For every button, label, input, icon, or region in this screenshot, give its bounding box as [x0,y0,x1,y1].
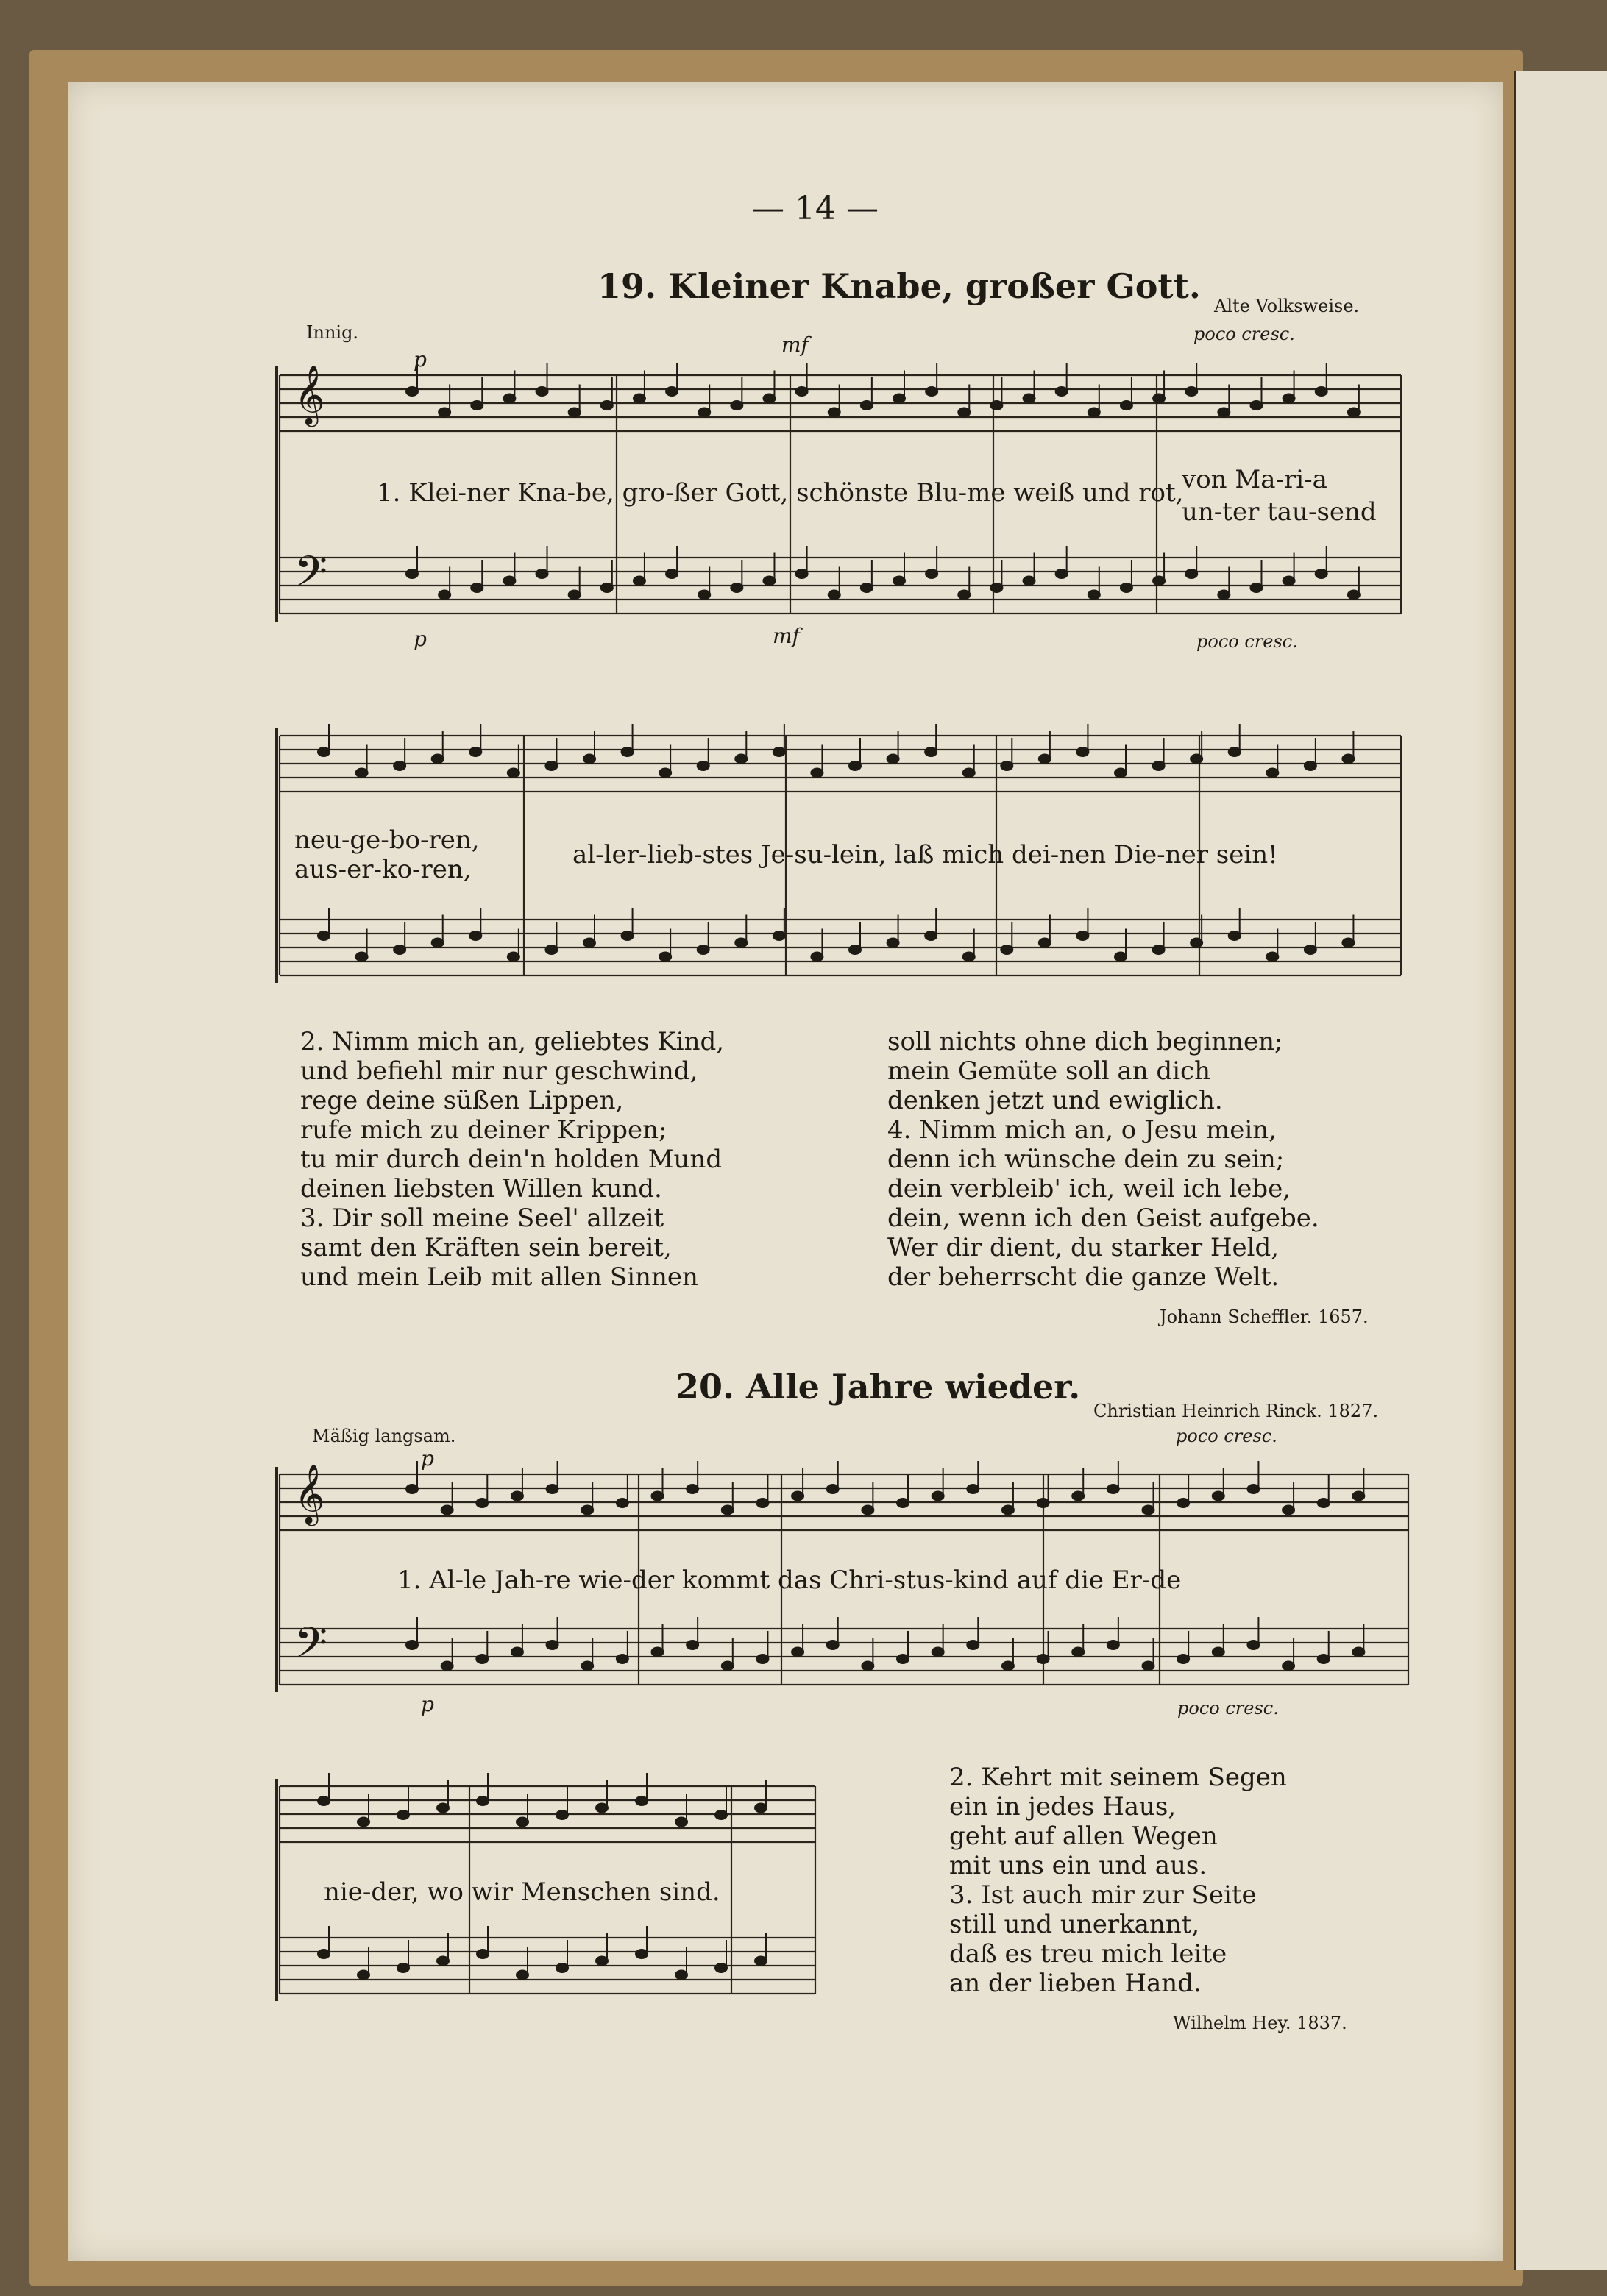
note-head [1213,1492,1224,1501]
note-head [394,945,405,954]
note-head [1342,939,1354,948]
note-head [1037,1655,1049,1663]
note-head [517,1971,528,1980]
note-head [503,394,515,403]
note-head [1348,591,1360,600]
note-head [1088,408,1100,417]
note-head [622,931,634,940]
song-20-lyric-line2: nie-der, wo wir Menschen sind. [324,1877,720,1907]
note-head [698,761,709,770]
clef-icon: 𝄢 [294,547,328,607]
note-head [1143,1506,1154,1515]
note-head [471,583,483,592]
note-head [547,1641,558,1649]
song-20-composer: Christian Heinrich Rinck. 1827. [1093,1401,1379,1421]
note-head [1185,387,1197,396]
song-19-title: 19. Kleiner Knabe, großer Gott. [597,266,1201,306]
note-head [861,401,873,410]
note-head [1088,591,1100,600]
song-19-verses-left: 2. Nimm mich an, geliebtes Kind, und befiehl mir nur geschwind, rege deine süßen Lippen, rufe mich zu deiner Krippen; tu mir durch dein'n holden Mund deinen liebsten Willen kund. 3. Dir soll meine Seel' allzeit samt den Kräften sein bereit, und mein Leib mit allen Sinnen [300,1027,725,1292]
note-head [990,401,1002,410]
note-head [476,1499,488,1507]
song-19-verses-right: soll nichts ohne dich beginnen; mein Gemüte soll an dich denken jetzt und ewiglich. 4. Nimm mich an, o Jesu mein, denn ich wünsche dein zu sein; dein verbleib' ich, weil ich lebe, dein, wenn ich den Geist aufgebe. Wer dir dient, du starker Held, der beherrscht die ganze Welt. [887,1027,1319,1292]
note-head [1024,577,1035,586]
note-head [1218,408,1230,417]
note-head [731,583,742,592]
note-head [666,569,678,578]
note-head [792,1492,804,1501]
note-head [1107,1641,1119,1649]
song-19-tempo: Innig. [306,322,359,343]
note-head [963,953,975,962]
note-head [477,1950,489,1958]
song-19-lyric-line2: al-ler-lieb-stes Je-su-lein, laß mich dei-nen Die-ner sein! [572,840,1278,870]
note-head [1316,387,1327,396]
note-head [634,577,645,586]
song-19-dyn-mf-bass: mf [773,624,800,648]
note-head [827,1485,839,1493]
note-head [1305,945,1316,954]
note-head [675,1818,687,1827]
note-head [687,1485,698,1493]
note-head [439,408,450,417]
note-head [773,747,785,756]
note-head [356,769,368,778]
clef-icon: 𝄞 [294,364,325,424]
note-head [583,755,595,764]
clef-icon: 𝄞 [294,1463,325,1524]
song-20-dyn-p-bass: p [421,1692,434,1716]
note-head [1153,761,1165,770]
note-head [958,408,970,417]
note-head [394,761,405,770]
song-19-lyric-alt1: von Ma-ri-a [1182,465,1327,494]
song-19-dyn-p-top: p [414,347,427,372]
note-head [829,408,840,417]
song-19-dyn-mf-top: mf [781,333,809,357]
note-head [1352,1648,1364,1657]
note-head [666,387,678,396]
note-head [439,591,450,600]
note-head [1056,387,1068,396]
note-head [715,1810,727,1819]
note-head [659,953,671,962]
note-head [477,1796,489,1805]
note-head [925,931,937,940]
note-head [1247,1641,1259,1649]
note-head [356,953,368,962]
note-head [1002,1662,1014,1671]
note-head [406,1485,418,1493]
note-head [406,569,418,578]
note-head [601,401,613,410]
note-head [893,394,905,403]
note-head [1305,761,1316,770]
note-head [469,747,481,756]
note-head [1283,577,1295,586]
note-head [763,394,775,403]
song-19-poco-cresc-top: poco cresc. [1193,324,1295,344]
note-head [596,1804,608,1813]
song-20-poco-cresc-bass: poco cresc. [1177,1698,1279,1719]
note-head [652,1492,664,1501]
note-head [926,387,937,396]
note-head [1115,953,1127,962]
note-head [958,591,970,600]
note-head [659,769,671,778]
note-head [581,1662,593,1671]
note-head [849,945,861,954]
page-number: — 14 — [752,190,879,227]
note-head [849,761,861,770]
note-head [756,1499,768,1507]
note-head [932,1492,944,1501]
song-20-lyric-line1: 1. Al-le Jah-re wie-der kommt das Chri-stus-kind auf die Er-de [397,1565,1182,1595]
note-head [596,1957,608,1966]
note-head [967,1641,979,1649]
note-head [1177,1655,1189,1663]
song-19-author: Johann Scheffler. 1657. [1160,1307,1369,1327]
note-head [1039,939,1051,948]
note-head [829,591,840,600]
note-head [406,1641,418,1649]
note-head [887,939,899,948]
note-head [476,1655,488,1663]
song-20-title: 20. Alle Jahre wieder. [675,1367,1081,1407]
note-head [893,577,905,586]
song-19-lyric-alt3: neu-ge-bo-ren, [294,825,480,855]
note-head [581,1506,593,1515]
note-head [1283,394,1295,403]
song-19-lyric-line1: 1. Klei-ner Kna-be, gro-ßer Gott, schönste Blu-me weiß und rot, [377,478,1184,508]
note-head [731,401,742,410]
note-head [508,953,519,962]
note-head [536,387,548,396]
note-head [1352,1492,1364,1501]
note-head [622,747,634,756]
note-head [1191,755,1202,764]
note-head [1001,945,1012,954]
note-head [1039,755,1051,764]
note-head [925,747,937,756]
note-head [358,1818,369,1827]
note-head [441,1506,453,1515]
note-head [508,769,519,778]
note-head [963,769,975,778]
song-19-dyn-p-bass: p [414,627,427,651]
note-head [1250,583,1262,592]
note-head [583,939,595,948]
note-head [967,1485,979,1493]
note-head [1229,747,1241,756]
note-head [511,1648,523,1657]
song-20-author: Wilhelm Hey. 1837. [1173,2013,1347,2033]
note-head [1072,1648,1084,1657]
note-head [503,577,515,586]
note-head [722,1506,734,1515]
note-head [397,1810,409,1819]
note-head [698,945,709,954]
note-head [1191,939,1202,948]
note-head [469,931,481,940]
note-head [406,387,418,396]
note-head [569,408,581,417]
note-head [432,939,444,948]
note-head [1283,1506,1294,1515]
note-head [318,1950,330,1958]
note-head [1318,1655,1330,1663]
note-head [1121,583,1132,592]
note-head [1266,953,1278,962]
note-head [1037,1499,1049,1507]
note-head [1348,408,1360,417]
note-head [1177,1499,1189,1507]
note-head [617,1499,628,1507]
note-head [1001,761,1012,770]
note-head [511,1492,523,1501]
note-head [755,1804,767,1813]
note-head [792,1648,804,1657]
note-head [1213,1648,1224,1657]
note-head [1153,577,1165,586]
note-head [1024,394,1035,403]
note-head [722,1662,734,1671]
note-head [827,1641,839,1649]
note-head [441,1662,453,1671]
note-head [796,387,808,396]
song-20-dyn-p-top: p [421,1446,434,1471]
note-head [471,401,483,410]
note-head [1153,394,1165,403]
note-head [1185,569,1197,578]
note-head [926,569,937,578]
song-19-lyric-alt4: aus-er-ko-ren, [294,855,472,884]
note-head [698,591,710,600]
note-head [756,1655,768,1663]
note-head [862,1506,873,1515]
note-head [556,1810,568,1819]
note-head [1072,1492,1084,1501]
song-19-lyric-alt2: un-ter tau-send [1182,497,1377,527]
note-head [1076,747,1088,756]
note-head [715,1963,727,1972]
note-head [556,1963,568,1972]
song-20-poco-cresc-top: poco cresc. [1176,1426,1277,1446]
note-head [545,761,557,770]
note-head [687,1641,698,1649]
note-head [887,755,899,764]
note-head [636,1950,648,1958]
note-head [437,1804,449,1813]
note-head [517,1818,528,1827]
note-head [1229,931,1241,940]
note-head [547,1485,558,1493]
song-19-source: Alte Volksweise. [1214,296,1360,316]
clef-icon: 𝄢 [294,1618,328,1678]
note-head [1153,945,1165,954]
note-head [990,583,1002,592]
note-head [1316,569,1327,578]
note-head [636,1796,648,1805]
note-head [1318,1499,1330,1507]
note-head [698,408,710,417]
note-head [897,1499,909,1507]
note-head [1056,569,1068,578]
note-head [735,755,747,764]
note-head [652,1648,664,1657]
note-head [675,1971,687,1980]
song-19-poco-cresc-bass: poco cresc. [1196,631,1298,652]
note-head [932,1648,944,1657]
note-head [318,747,330,756]
note-head [318,931,330,940]
note-head [755,1957,767,1966]
note-head [1247,1485,1259,1493]
note-head [1250,401,1262,410]
note-head [1107,1485,1119,1493]
note-head [811,769,823,778]
note-head [569,591,581,600]
note-head [735,939,747,948]
note-head [1115,769,1127,778]
note-head [634,394,645,403]
note-head [1266,769,1278,778]
song-20-verses: 2. Kehrt mit seinem Segen ein in jedes Haus, geht auf allen Wegen mit uns ein und aus. 3. Ist auch mir zur Seite still und unerkannt, daß es treu mich leite an der lieben Hand. [949,1763,1287,1998]
note-head [773,931,785,940]
note-head [1076,931,1088,940]
note-head [811,953,823,962]
note-head [397,1963,409,1972]
note-head [545,945,557,954]
note-head [861,583,873,592]
note-head [617,1655,628,1663]
note-head [763,577,775,586]
note-head [358,1971,369,1980]
note-head [1143,1662,1154,1671]
note-head [432,755,444,764]
note-head [437,1957,449,1966]
note-head [1342,755,1354,764]
song-20-tempo: Mäßig langsam. [312,1426,456,1446]
note-head [1218,591,1230,600]
note-head [318,1796,330,1805]
note-head [601,583,613,592]
note-head [1002,1506,1014,1515]
note-head [796,569,808,578]
note-head [1121,401,1132,410]
note-head [862,1662,873,1671]
note-head [897,1655,909,1663]
note-head [1283,1662,1294,1671]
note-head [536,569,548,578]
